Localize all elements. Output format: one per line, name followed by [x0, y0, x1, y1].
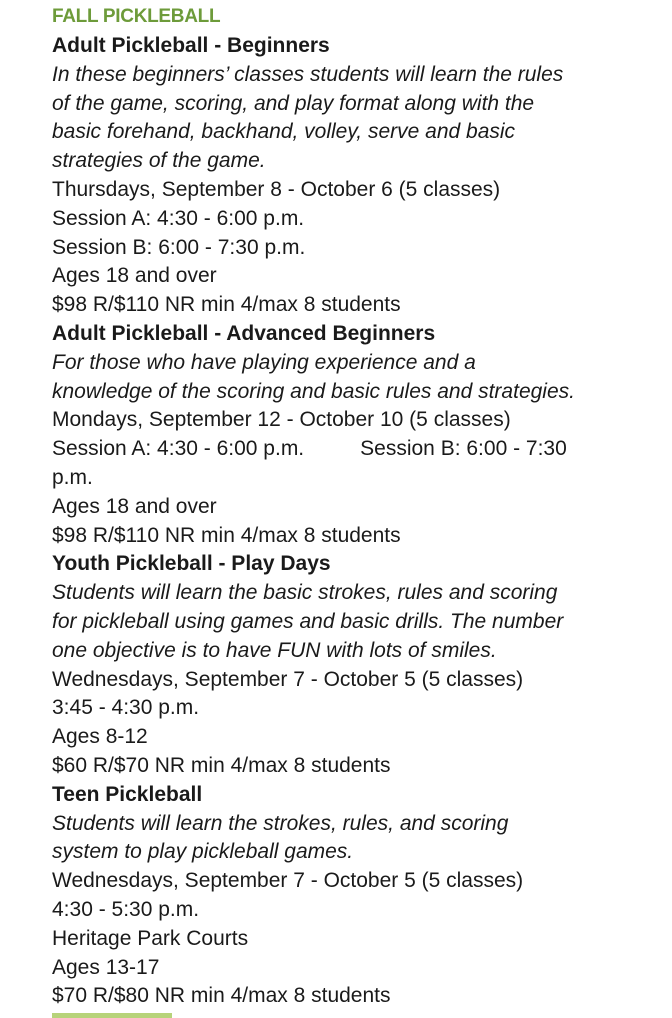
program-dates: Mondays, September 12 - October 10 (5 classes) [52, 408, 511, 432]
program-ages: Ages 18 and over [52, 264, 217, 288]
program-description-line: In these beginners’ classes students will learn the rules [52, 62, 564, 86]
program-youth-play-days [52, 550, 664, 780]
program-session-a: Session A: 4:30 - 6:00 p.m. [52, 206, 305, 230]
program-time: 4:30 - 5:30 p.m. [52, 897, 200, 921]
program-price: $60 R/$70 NR min 4/max 8 students [52, 753, 391, 777]
program-list [52, 32, 664, 1011]
program-price: $98 R/$110 NR min 4/max 8 students [52, 293, 401, 317]
program-title: Adult Pickleball - Beginners [52, 34, 330, 57]
program-sessions [52, 435, 664, 464]
program-title: Youth Pickleball - Play Days [52, 552, 331, 576]
program-price: $98 R/$110 NR min 4/max 8 students [52, 523, 401, 547]
program-session-b-continued: p.m. [52, 465, 93, 489]
program-title: Teen Pickleball [52, 782, 203, 806]
program-adult-beginners [52, 32, 664, 320]
program-teen [52, 781, 664, 1011]
program-session-b: Session B: 6:00 - 7:30 p.m. [52, 235, 306, 259]
program-session-b: Session B: 6:00 - 7:30 [360, 437, 567, 461]
bottom-divider [52, 1013, 172, 1018]
program-adult-advanced-beginners [52, 320, 664, 550]
program-description-line: For those who have playing experience and a [52, 350, 476, 374]
program-dates: Wednesdays, September 7 - October 5 (5 classes) [52, 667, 524, 691]
program-description-line: of the game, scoring, and play format along with the [52, 91, 535, 115]
program-dates: Wednesdays, September 7 - October 5 (5 classes) [52, 869, 524, 893]
program-price: $70 R/$80 NR min 4/max 8 students [52, 984, 391, 1008]
program-ages: Ages 8-12 [52, 725, 148, 749]
program-description-line: Students will learn the strokes, rules, and scoring [52, 811, 509, 835]
program-description-line: one objective is to have FUN with lots of smiles. [52, 638, 497, 662]
program-description-line: strategies of the game. [52, 149, 266, 173]
program-ages: Ages 18 and over [52, 494, 217, 518]
section-title: FALL PICKLEBALL [52, 6, 221, 27]
program-session-a: Session A: 4:30 - 6:00 p.m. [52, 437, 305, 461]
program-time: 3:45 - 4:30 p.m. [52, 696, 200, 720]
program-description-line: for pickleball using games and basic drills. The number [52, 609, 564, 633]
program-description-line: system to play pickleball games. [52, 840, 354, 864]
program-location: Heritage Park Courts [52, 926, 249, 950]
program-description-line: Students will learn the basic strokes, rules and scoring [52, 581, 558, 605]
program-description-line: knowledge of the scoring and basic rules and strategies. [52, 379, 575, 403]
program-dates: Thursdays, September 8 - October 6 (5 classes) [52, 177, 501, 201]
program-description-line: basic forehand, backhand, volley, serve and basic [52, 120, 516, 144]
program-ages: Ages 13-17 [52, 955, 160, 979]
program-title: Adult Pickleball - Advanced Beginners [52, 321, 436, 345]
